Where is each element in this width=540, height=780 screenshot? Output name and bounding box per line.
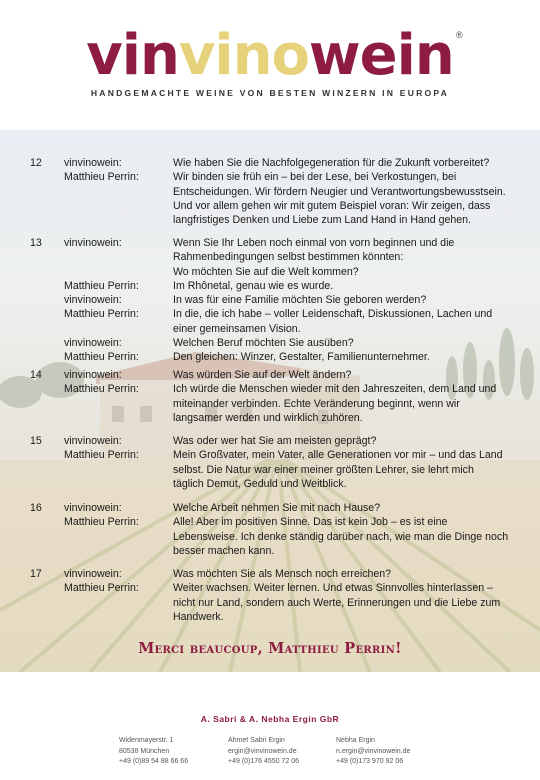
answer-text: In die, die ich habe – voller Leidenschaft, Diskussionen, Lachen und xyxy=(173,308,493,321)
speaker-label: Matthieu Perrin: xyxy=(64,171,139,184)
speaker-label: vinvinowein: xyxy=(64,435,122,447)
answer-text: Im Rhônetal, genau wie es wurde. xyxy=(173,279,334,292)
question-text: Rahmenbedingungen selbst bestimmen könnten: xyxy=(173,251,404,264)
registered-mark: ® xyxy=(456,30,463,40)
speaker-label: vinvinowein: xyxy=(64,502,122,514)
question-text: Was oder wer hat Sie am meisten geprägt? xyxy=(173,435,377,447)
question-number: 14 xyxy=(30,369,42,381)
answer-text: Mein Großvater, mein Vater, alle Generationen vor mir – und das Land xyxy=(173,449,503,462)
question-number: 13 xyxy=(30,237,42,249)
answer-text: nicht nur Land, sondern auch Werte, Erinnerungen und die Liebe zum xyxy=(173,596,501,609)
logo-vin: vin xyxy=(86,23,179,88)
qa-block-17 xyxy=(0,567,540,624)
answer-text: täglich Demut, Geduld und Weitblick. xyxy=(173,477,347,490)
qa-block-16 xyxy=(0,501,540,558)
footer-phone: +49 (0)173 970 92 06 xyxy=(336,758,404,765)
header xyxy=(0,0,540,130)
question-text: Wo möchten Sie auf die Welt kommen? xyxy=(173,265,359,278)
answer-text: besser machen kann. xyxy=(173,544,275,557)
question-text: Was möchten Sie als Mensch noch erreichen? xyxy=(173,568,392,580)
speaker-label: vinvinowein: xyxy=(64,294,122,307)
speaker-label: vinvinowein: xyxy=(64,568,122,580)
speaker-label: Matthieu Perrin: xyxy=(64,308,139,321)
closing-thanks: Merci beaucoup, Matthieu Perrin! xyxy=(138,640,402,657)
footer-phone: +49 (0)176 4550 72 06 xyxy=(228,758,300,765)
qa-block-12 xyxy=(0,156,540,227)
answer-text: Und vor allem gehen wir mit gutem Beispiel voran: Wir zeigen, dass xyxy=(173,199,491,212)
speaker-label: Matthieu Perrin: xyxy=(64,351,139,364)
answer-text: einer gemeinsamen Vision. xyxy=(173,322,301,335)
footer-line: Widenmayerstr. 1 xyxy=(119,737,174,744)
question-text: In was für eine Familie möchten Sie geboren werden? xyxy=(173,294,427,307)
qa-block-14 xyxy=(0,368,540,425)
answer-text: selbst. Die Natur war einer meiner größten Lehrer, sie lehrt mich xyxy=(173,463,474,476)
answer-text: Wir binden sie früh ein – bei der Lese, bei Verkostungen, bei xyxy=(173,171,457,184)
question-text: Welchen Beruf möchten Sie ausüben? xyxy=(173,337,354,350)
answer-text: langsamer werden und wirklich zuhören. xyxy=(173,411,363,424)
logo-vino: vino xyxy=(178,23,309,88)
speaker-label: Matthieu Perrin: xyxy=(64,449,139,462)
footer-email[interactable]: ergin@vinvinowein.de xyxy=(228,747,297,755)
footer-contact-ahmet xyxy=(228,736,299,768)
qa-block-13 xyxy=(0,236,540,365)
question-text: Wenn Sie Ihr Leben noch einmal von vorn beginnen und die xyxy=(173,237,455,249)
footer-line: Nebha Ergin xyxy=(336,737,375,744)
speaker-label: Matthieu Perrin: xyxy=(64,383,139,396)
question-text: Wie haben Sie die Nachfolgegeneration für die Zukunft vorbereitet? xyxy=(173,157,490,169)
footer-line: 80538 München xyxy=(119,747,170,755)
footer-line: Ahmet Sabri Ergin xyxy=(228,737,285,744)
speaker-label: vinvinowein: xyxy=(64,369,122,381)
question-number: 16 xyxy=(30,502,42,514)
question-number: 15 xyxy=(30,435,42,447)
answer-text: Ich würde die Menschen wieder mit den Jahreszeiten, dem Land und xyxy=(173,383,497,396)
answer-text: Den gleichen: Winzer, Gestalter, Familienunternehmer. xyxy=(173,351,430,364)
answer-text: Weiter wachsen. Weiter lernen. Und etwas Sinnvolles hinterlassen – xyxy=(173,582,493,595)
speaker-label: vinvinowein: xyxy=(64,157,122,169)
speaker-label: vinvinowein: xyxy=(64,337,122,350)
answer-text: miteinander verbinden. Echte Veränderung beginnt, wenn wir xyxy=(173,397,460,410)
logo-wein: wein xyxy=(308,23,454,88)
speaker-label: Matthieu Perrin: xyxy=(64,516,139,529)
answer-text: Handwerk. xyxy=(173,610,224,623)
footer-contact-nebha xyxy=(336,736,410,768)
footer-company: A. Sabri & A. Nebha Ergin GbR xyxy=(200,714,340,724)
question-text: Was würden Sie auf der Welt ändern? xyxy=(173,369,352,381)
qa-block-15 xyxy=(0,434,540,491)
footer-address xyxy=(119,736,188,768)
answer-text: Lebensweise. Ich denke ständig darüber nach, wie man die Dinge noch xyxy=(173,530,509,543)
answer-text: Alle! Aber im positiven Sinne. Das ist kein Job – es ist eine xyxy=(173,516,448,529)
footer-phone: +49 (0)89 54 88 66 66 xyxy=(119,758,189,765)
question-number: 12 xyxy=(30,157,42,169)
footer-email[interactable]: n.ergin@vinvinowein.de xyxy=(336,747,411,755)
answer-text: langfristiges Denken und Liebe zum Land Hand in Hand gehen. xyxy=(173,214,472,227)
tagline: HANDGEMACHTE WEINE VON BESTEN WINZERN IN EUROPA xyxy=(90,88,450,98)
question-number: 17 xyxy=(30,568,42,580)
question-text: Welche Arbeit nehmen Sie mit nach Hause? xyxy=(173,502,381,514)
answer-text: Entscheidungen. Wir fördern Neugier und Verantwortungsbewusstsein. xyxy=(173,185,506,198)
speaker-label: Matthieu Perrin: xyxy=(64,582,139,595)
speaker-label: vinvinowein: xyxy=(64,237,122,249)
speaker-label: Matthieu Perrin: xyxy=(64,279,139,292)
